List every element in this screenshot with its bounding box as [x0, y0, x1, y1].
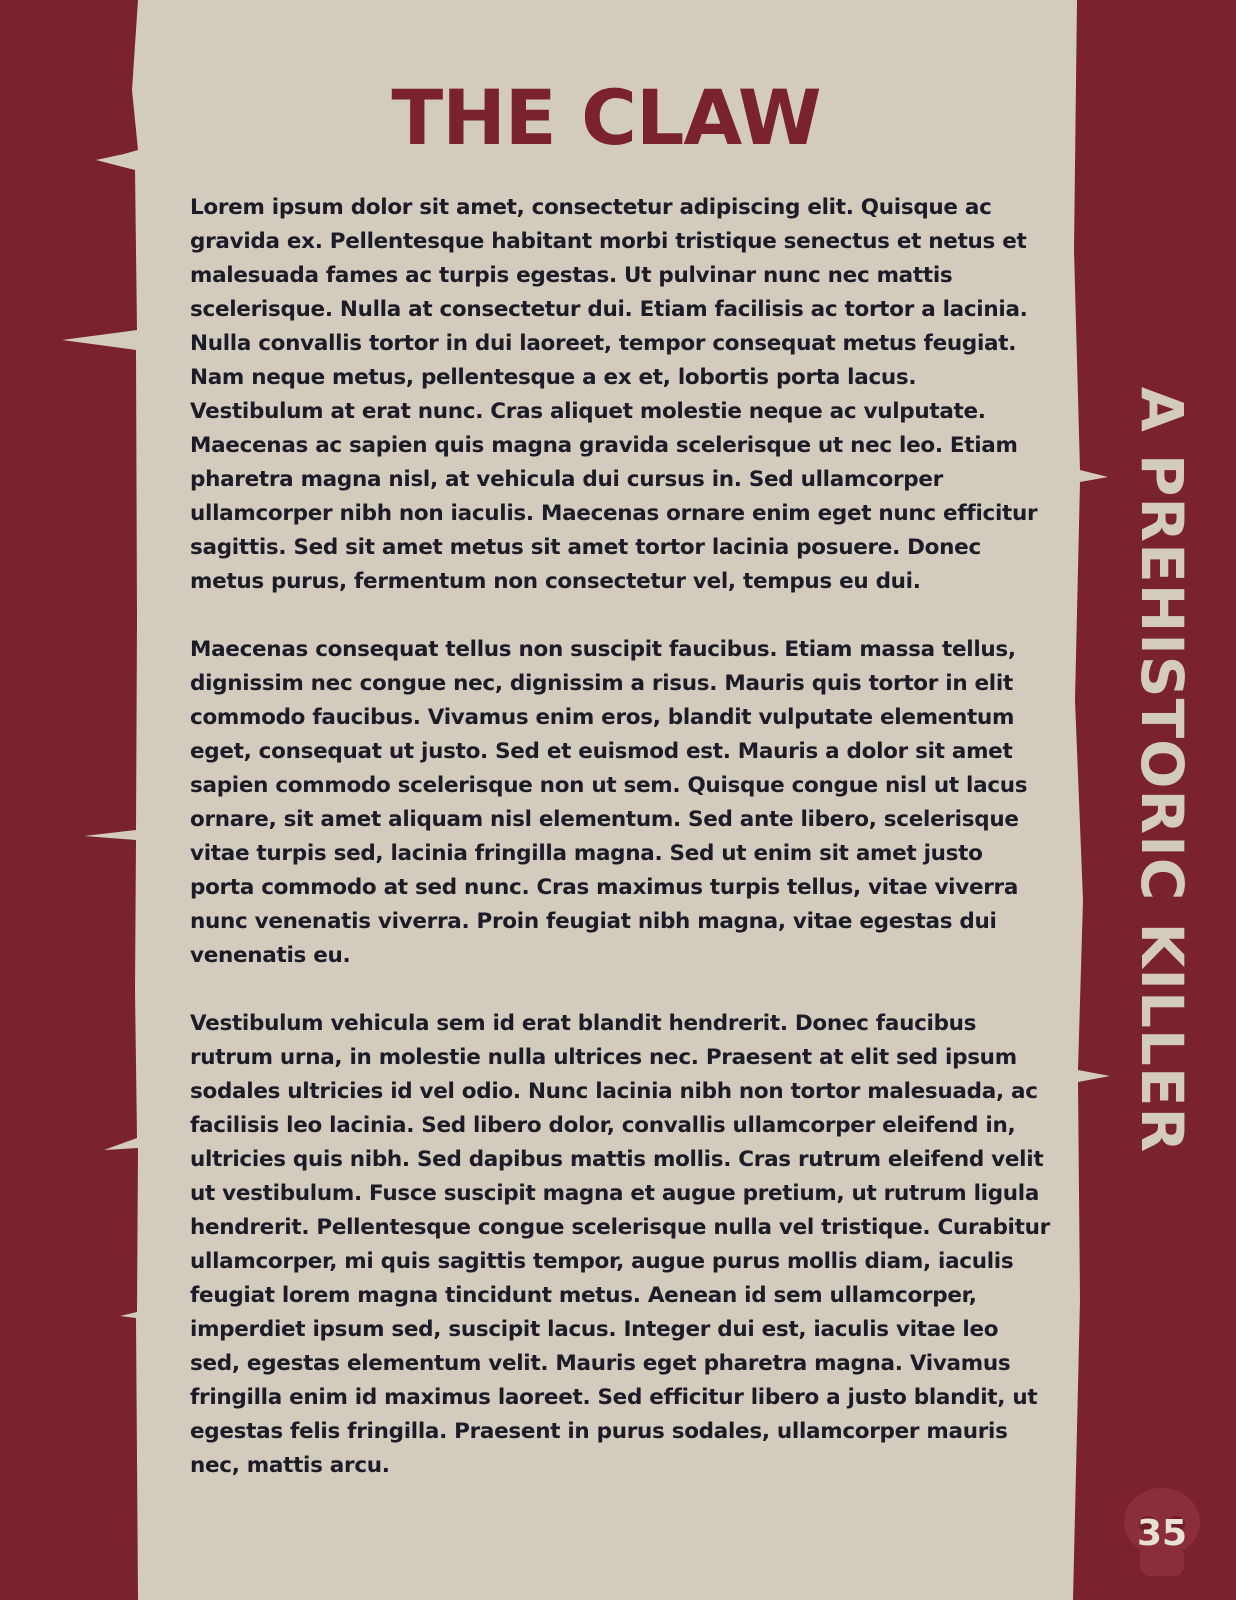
article-title: THE CLAW	[391, 73, 821, 162]
page-number-badge	[1098, 1486, 1226, 1582]
paragraph-1: Lorem ipsum dolor sit amet, consectetur adipiscing elit. Quisque ac gravida ex. Pellentesque habitant morbi tristique senectus et netus et malesuada fames ac turpis egestas. Ut pulvinar nunc nec mattis scelerisque. Nulla at consectetur dui. Etiam facilisis ac tortor a lacinia. Nulla convallis tortor in dui laoreet, tempor consequat metus feugiat. Nam neque metus, pellentesque a ex et, lobortis porta lacus. Vestibulum at erat nunc. Cras aliquet molestie neque ac vulputate. Maecenas ac sapien quis magna gravida scelerisque ut nec leo. Etiam pharetra magna nisl, at vehicula dui cursus in. Sed ullamcorper ullamcorper nibh non iaculis. Maecenas ornare enim eget nunc efficitur sagittis. Sed sit amet metus sit amet tortor lacinia posuere. Donec metus purus, fermentum non consectetur vel, tempus eu dui.	[190, 195, 1038, 594]
page-number: 35	[1136, 1513, 1188, 1554]
article-body	[190, 191, 1050, 1517]
side-title: A PREHISTORIC KILLER	[1128, 386, 1196, 1154]
paragraph-2: Maecenas consequat tellus non suscipit faucibus. Etiam massa tellus, dignissim nec congue nec, dignissim a risus. Mauris quis tortor in elit commodo faucibus. Vivamus enim eros, blandit vulputate elementum eget, consequat ut justo. Sed et euismod est. Mauris a dolor sit amet sapien commodo scelerisque non ut sem. Quisque congue nisl ut lacus ornare, sit amet aliquam nisl elementum. Sed ante libero, scelerisque vitae turpis sed, lacinia fringilla magna. Sed ut enim sit amet justo porta commodo at sed nunc. Cras maximus turpis tellus, vitae viverra nunc venenatis viverra. Proin feugiat nibh magna, vitae egestas dui venenatis eu.	[190, 637, 1028, 968]
paragraph-3: Vestibulum vehicula sem id erat blandit hendrerit. Donec faucibus rutrum urna, in molestie nulla ultrices nec. Praesent at elit sed ipsum sodales ultricies id vel odio. Nunc lacinia nibh non tortor malesuada, ac facilisis leo lacinia. Sed libero dolor, convallis ullamcorper eleifend in, ultricies quis nibh. Sed dapibus mattis mollis. Cras rutrum eleifend velit ut vestibulum. Fusce suscipit magna et augue pretium, ut rutrum ligula hendrerit. Pellentesque congue scelerisque nulla vel tristique. Curabitur ullamcorper, mi quis sagittis tempor, augue purus mollis diam, iaculis feugiat lorem magna tincidunt metus. Aenean id sem ullamcorper, imperdiet ipsum sed, suscipit lacus. Integer dui est, iaculis vitae leo sed, egestas elementum velit. Mauris eget pharetra magna. Vivamus fringilla enim id maximus laoreet. Sed efficitur libero a justo blandit, ut egestas felis fringilla. Praesent in purus sodales, ullamcorper mauris nec, mattis arcu.	[190, 1011, 1050, 1478]
